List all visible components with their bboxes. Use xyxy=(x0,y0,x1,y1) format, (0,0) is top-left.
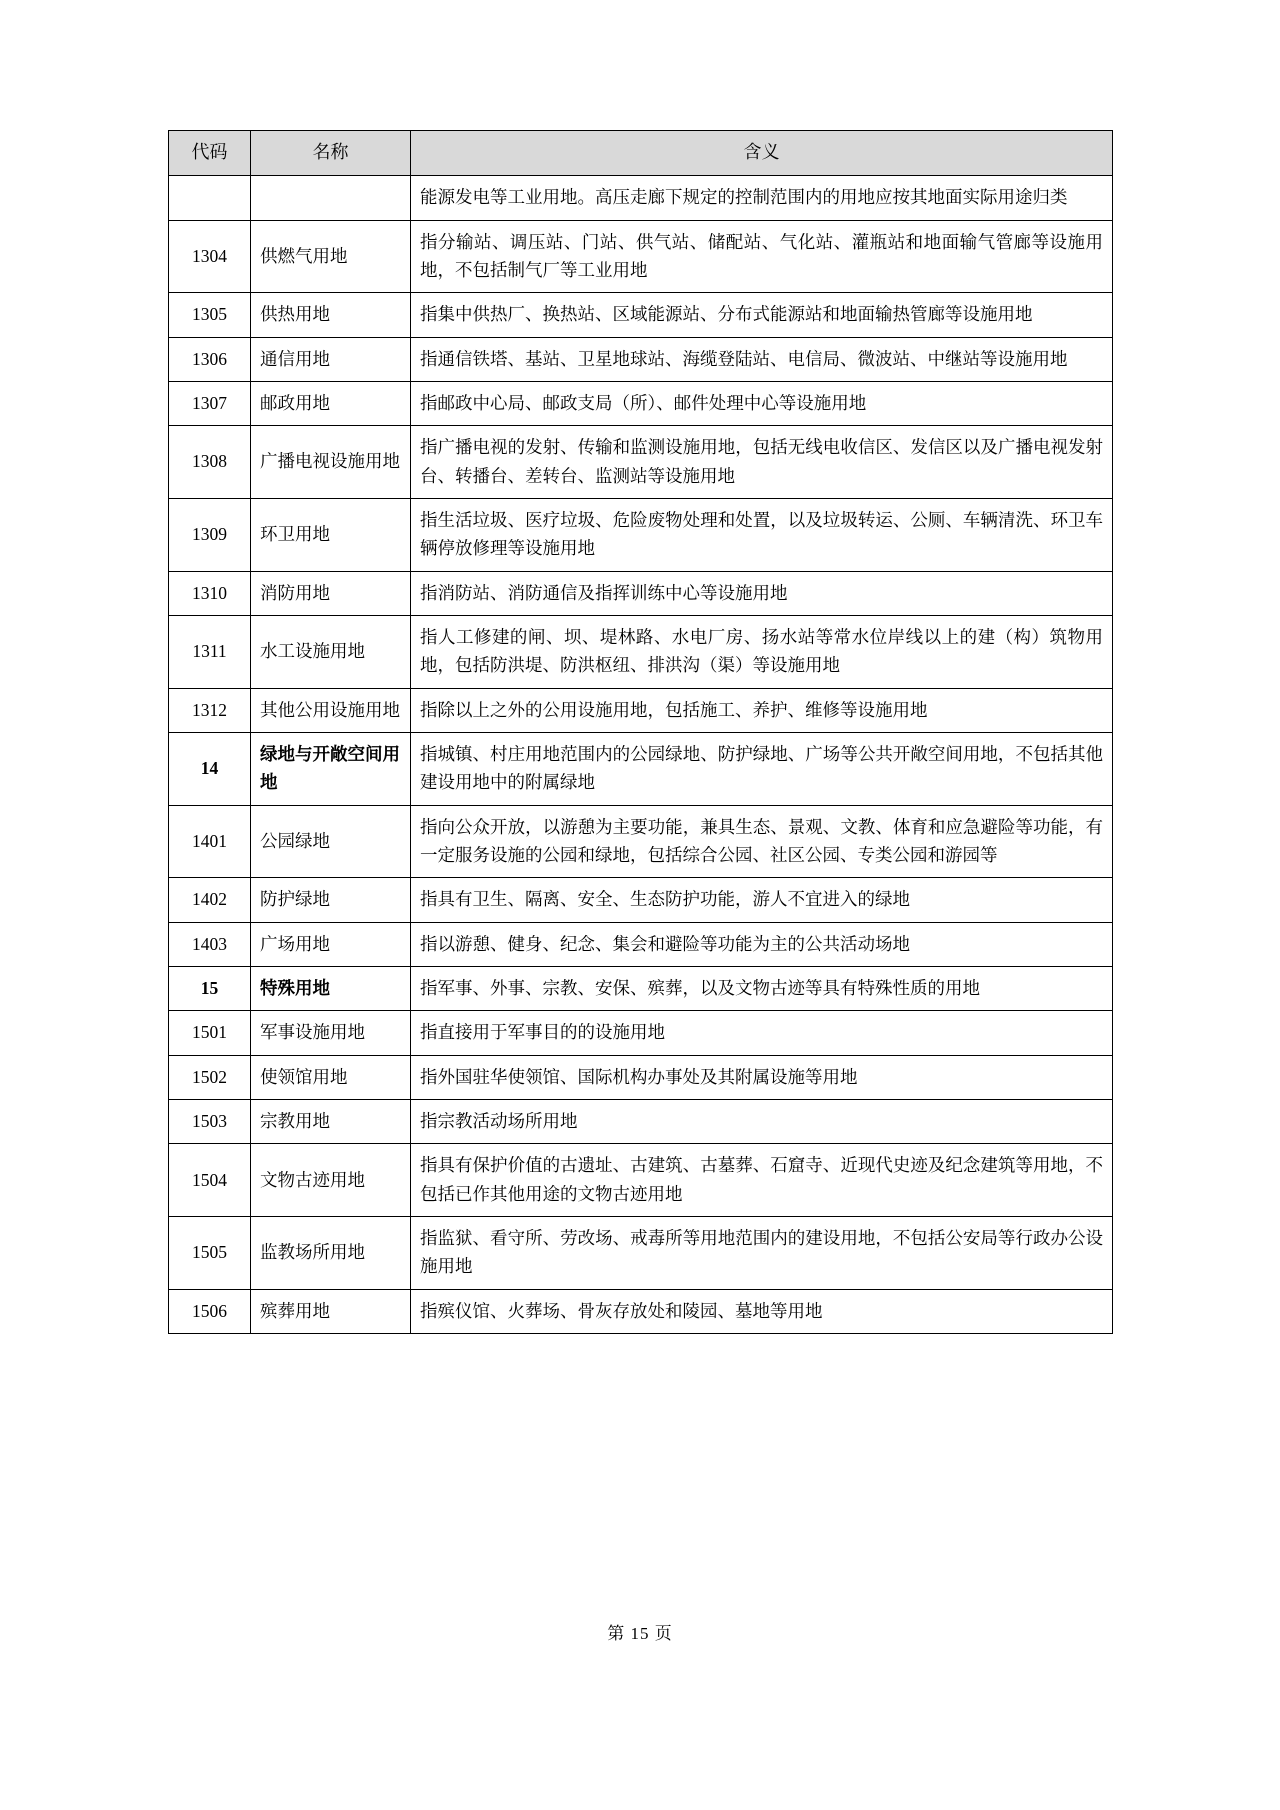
column-header-code: 代码 xyxy=(169,131,251,176)
cell-meaning: 指向公众开放，以游憩为主要功能，兼具生态、景观、文教、体育和应急避险等功能，有一定服务设施的公园和绿地，包括综合公园、社区公园、专类公园和游园等 xyxy=(411,805,1113,878)
table-row xyxy=(169,878,1113,922)
cell-code: 1307 xyxy=(169,381,251,425)
cell-meaning: 指通信铁塔、基站、卫星地球站、海缆登陆站、电信局、微波站、中继站等设施用地 xyxy=(411,337,1113,381)
column-header-name: 名称 xyxy=(251,131,411,176)
cell-name: 其他公用设施用地 xyxy=(251,688,411,732)
cell-meaning: 指以游憩、健身、纪念、集会和避险等功能为主的公共活动场地 xyxy=(411,922,1113,966)
table-row xyxy=(169,732,1113,805)
cell-meaning: 指消防站、消防通信及指挥训练中心等设施用地 xyxy=(411,571,1113,615)
table-row xyxy=(169,922,1113,966)
cell-name: 防护绿地 xyxy=(251,878,411,922)
cell-name: 绿地与开敞空间用地 xyxy=(251,732,411,805)
cell-name: 使领馆用地 xyxy=(251,1055,411,1099)
cell-code: 1402 xyxy=(169,878,251,922)
table-row xyxy=(169,1144,1113,1217)
cell-name: 公园绿地 xyxy=(251,805,411,878)
cell-code xyxy=(169,176,251,220)
table-row xyxy=(169,293,1113,337)
cell-code: 1306 xyxy=(169,337,251,381)
cell-code: 1504 xyxy=(169,1144,251,1217)
cell-meaning: 指广播电视的发射、传输和监测设施用地，包括无线电收信区、发信区以及广播电视发射台、转播台、差转台、监测站等设施用地 xyxy=(411,426,1113,499)
table-row xyxy=(169,426,1113,499)
cell-code: 1304 xyxy=(169,220,251,293)
column-header-meaning: 含义 xyxy=(411,131,1113,176)
table-row xyxy=(169,337,1113,381)
table-row xyxy=(169,381,1113,425)
cell-name xyxy=(251,176,411,220)
cell-code: 1401 xyxy=(169,805,251,878)
cell-name: 消防用地 xyxy=(251,571,411,615)
cell-name: 广播电视设施用地 xyxy=(251,426,411,499)
cell-meaning: 指宗教活动场所用地 xyxy=(411,1100,1113,1144)
cell-code: 15 xyxy=(169,967,251,1011)
cell-meaning: 指殡仪馆、火葬场、骨灰存放处和陵园、墓地等用地 xyxy=(411,1289,1113,1333)
table-header xyxy=(169,131,1113,176)
table-row xyxy=(169,615,1113,688)
cell-name: 环卫用地 xyxy=(251,498,411,571)
cell-meaning: 指外国驻华使领馆、国际机构办事处及其附属设施等用地 xyxy=(411,1055,1113,1099)
cell-meaning: 指分输站、调压站、门站、供气站、储配站、气化站、灌瓶站和地面输气管廊等设施用地，不包括制气厂等工业用地 xyxy=(411,220,1113,293)
cell-code: 14 xyxy=(169,732,251,805)
table-body xyxy=(169,176,1113,1334)
cell-code: 1310 xyxy=(169,571,251,615)
cell-meaning: 能源发电等工业用地。高压走廊下规定的控制范围内的用地应按其地面实际用途归类 xyxy=(411,176,1113,220)
cell-code: 1305 xyxy=(169,293,251,337)
cell-meaning: 指直接用于军事目的的设施用地 xyxy=(411,1011,1113,1055)
cell-meaning: 指具有卫生、隔离、安全、生态防护功能，游人不宜进入的绿地 xyxy=(411,878,1113,922)
cell-meaning: 指集中供热厂、换热站、区域能源站、分布式能源站和地面输热管廊等设施用地 xyxy=(411,293,1113,337)
cell-code: 1311 xyxy=(169,615,251,688)
cell-name: 特殊用地 xyxy=(251,967,411,1011)
table-row xyxy=(169,1100,1113,1144)
table-row xyxy=(169,1011,1113,1055)
cell-code: 1312 xyxy=(169,688,251,732)
land-use-classification-table xyxy=(168,130,1113,1334)
cell-meaning: 指具有保护价值的古遗址、古建筑、古墓葬、石窟寺、近现代史迹及纪念建筑等用地，不包括已作其他用途的文物古迹用地 xyxy=(411,1144,1113,1217)
cell-meaning: 指邮政中心局、邮政支局（所）、邮件处理中心等设施用地 xyxy=(411,381,1113,425)
table-row xyxy=(169,571,1113,615)
cell-code: 1501 xyxy=(169,1011,251,1055)
cell-code: 1503 xyxy=(169,1100,251,1144)
cell-name: 宗教用地 xyxy=(251,1100,411,1144)
table-row xyxy=(169,220,1113,293)
table-row xyxy=(169,805,1113,878)
cell-name: 军事设施用地 xyxy=(251,1011,411,1055)
cell-meaning: 指军事、外事、宗教、安保、殡葬，以及文物古迹等具有特殊性质的用地 xyxy=(411,967,1113,1011)
cell-name: 通信用地 xyxy=(251,337,411,381)
cell-code: 1403 xyxy=(169,922,251,966)
cell-name: 水工设施用地 xyxy=(251,615,411,688)
cell-code: 1308 xyxy=(169,426,251,499)
cell-code: 1505 xyxy=(169,1217,251,1290)
table-row xyxy=(169,498,1113,571)
cell-name: 供燃气用地 xyxy=(251,220,411,293)
cell-code: 1502 xyxy=(169,1055,251,1099)
cell-meaning: 指生活垃圾、医疗垃圾、危险废物处理和处置，以及垃圾转运、公厕、车辆清洗、环卫车辆停放修理等设施用地 xyxy=(411,498,1113,571)
cell-meaning: 指监狱、看守所、劳改场、戒毒所等用地范围内的建设用地，不包括公安局等行政办公设施用地 xyxy=(411,1217,1113,1290)
table-row xyxy=(169,1289,1113,1333)
table-header-row xyxy=(169,131,1113,176)
cell-name: 邮政用地 xyxy=(251,381,411,425)
cell-meaning: 指人工修建的闸、坝、堤林路、水电厂房、扬水站等常水位岸线以上的建（构）筑物用地，包括防洪堤、防洪枢纽、排洪沟（渠）等设施用地 xyxy=(411,615,1113,688)
cell-code: 1309 xyxy=(169,498,251,571)
cell-name: 殡葬用地 xyxy=(251,1289,411,1333)
cell-meaning: 指城镇、村庄用地范围内的公园绿地、防护绿地、广场等公共开敞空间用地，不包括其他建设用地中的附属绿地 xyxy=(411,732,1113,805)
cell-name: 文物古迹用地 xyxy=(251,1144,411,1217)
table-row xyxy=(169,1217,1113,1290)
cell-name: 监教场所用地 xyxy=(251,1217,411,1290)
table-row xyxy=(169,176,1113,220)
cell-code: 1506 xyxy=(169,1289,251,1333)
cell-meaning: 指除以上之外的公用设施用地，包括施工、养护、维修等设施用地 xyxy=(411,688,1113,732)
cell-name: 广场用地 xyxy=(251,922,411,966)
table-row xyxy=(169,688,1113,732)
table-row xyxy=(169,1055,1113,1099)
table-row xyxy=(169,967,1113,1011)
page-footer: 第 15 页 xyxy=(607,1624,673,1643)
cell-name: 供热用地 xyxy=(251,293,411,337)
